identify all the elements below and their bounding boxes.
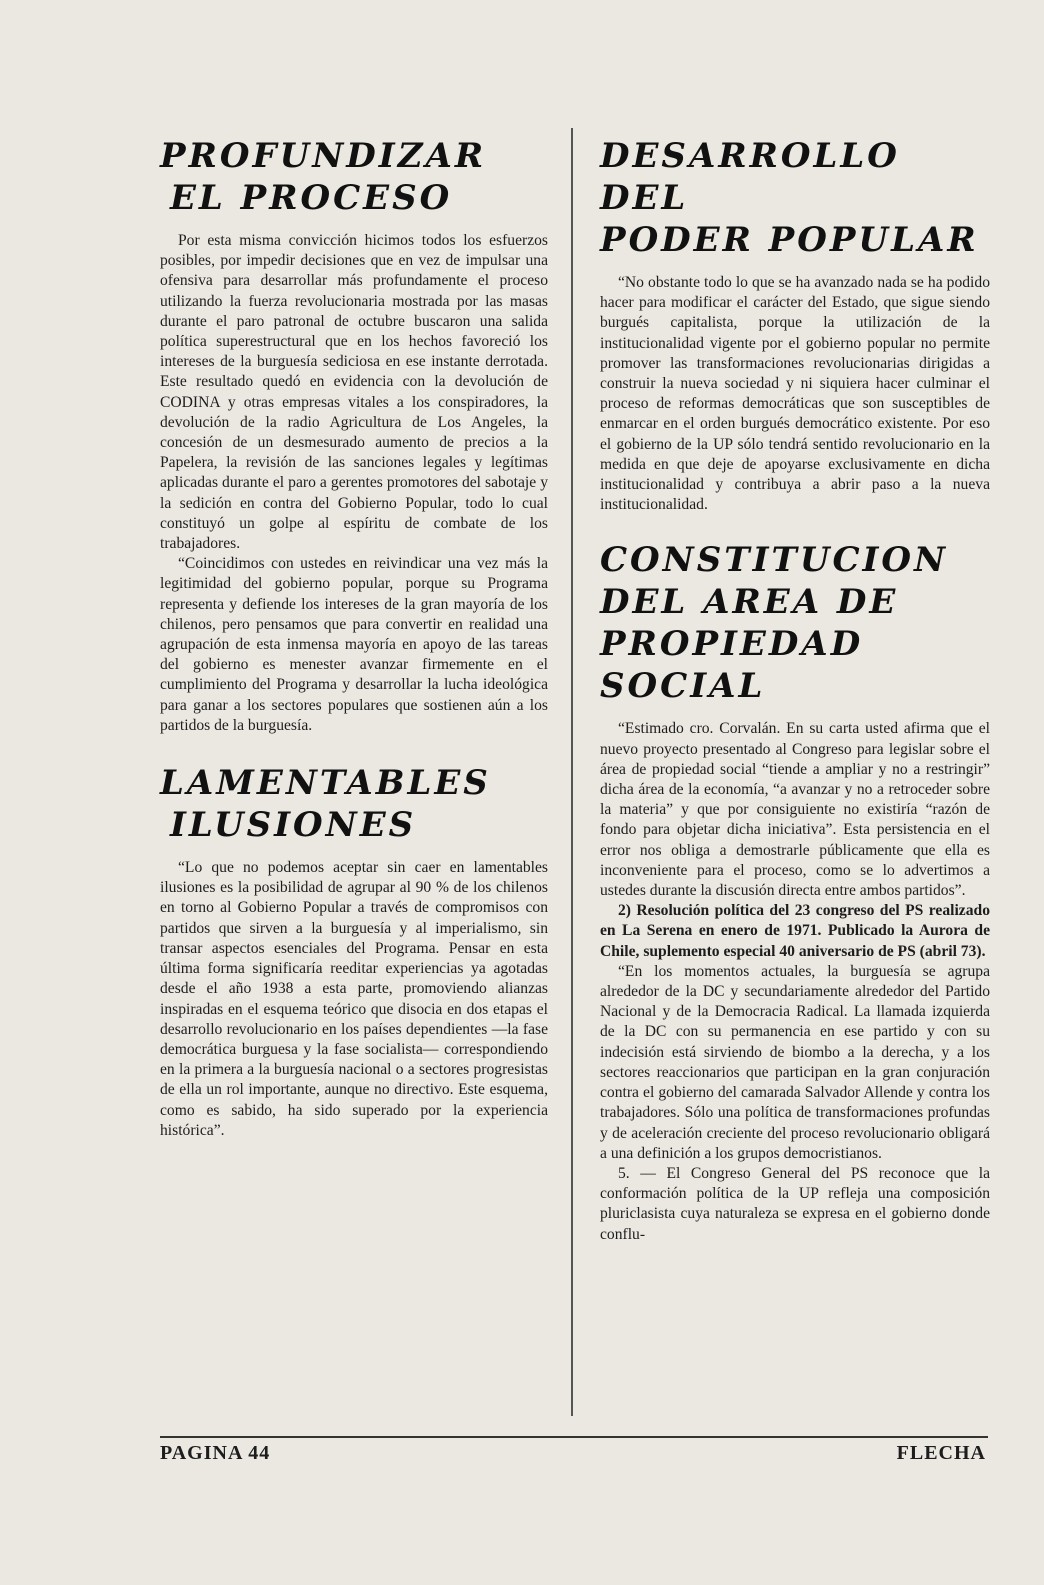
paragraph: “Estimado cro. Corvalán. En su carta usted afirma que el nuevo proyecto presentado al Congreso para legislar sobre el área de propiedad social “tiende a ampliar y no a restringir” dicha área de la economía, “a avanzar y no a retroceder sobre la materia” y que por consiguiente no existiría “razón de fondo para objetar dicha iniciativa”. Esta persistencia en el error nos obliga a demostrarle públicamente que ella es inconveniente para el proceso, como se lo advertimos a ustedes durante la discusión directa entre ambos partidos”.: [600, 720, 990, 900]
footer-rule: [160, 1436, 988, 1438]
left-column: [160, 131, 548, 1141]
heading-line: EL PROCESO: [170, 178, 453, 218]
paragraph: “Coincidimos con ustedes en reivindicar una vez más la legitimidad del gobierno popular, porque su Programa representa y defiende los intereses de la gran mayoría de los chilenos, pero pensamos que para convertir en realidad una agrupación de esta inmensa mayoría en apoyo de las tareas del gobierno es menester avanzar firmemente en el cumplimiento del Programa y desarrollar la lucha ideológica para ganar a los sectores populares que sostienen aún a los partidos de la burguesía.: [160, 555, 548, 734]
magazine-name: FLECHA: [896, 1442, 986, 1464]
heading-lamentables: [160, 762, 548, 846]
heading-desarrollo: [600, 135, 990, 261]
column-divider: [571, 128, 573, 1416]
heading-line: ILUSIONES: [170, 805, 417, 846]
paragraph: “En los momentos actuales, la burguesía se agrupa alrededor de la DC y secundariamente alrededor del Partido Nacional y de la Democracia Radical. La llamada izquierda de la DC con su permanencia en ese partido y con su indecisión está sirviendo de biombo a la derecha, y a los sectores reaccionarios que participan en la gran conjuración contra el gobierno del camarada Salvador Allende y contra los trabajadores. Sólo una política de transformaciones profundas y de aceleración creciente del proceso revolucionario obligará a una definición a los grupos democristianos.: [600, 962, 990, 1162]
heading-line: PODER POPULAR: [600, 220, 979, 260]
paragraph: 5. — El Congreso General del PS reconoce que la conformación política de la UP refleja una composición pluriclasista cuya naturaleza se expresa en el gobierno donde conflu-: [600, 1164, 990, 1243]
heading-constitucion: [600, 539, 990, 707]
heading-profundizar: [160, 135, 548, 219]
heading-line: PROPIEDAD: [600, 624, 864, 665]
heading-line: CONSTITUCION: [600, 540, 949, 581]
heading-line: DESARROLLO DEL: [600, 136, 900, 218]
heading-line: DEL AREA DE: [600, 582, 899, 623]
heading-line: SOCIAL: [600, 666, 766, 707]
citation-paragraph: 2) Resolución política del 23 congreso del PS realizado en La Serena en enero de 1971. Publicado la Aurora de Chile, suplemento especial 40 aniversario de PS (abril 73).: [600, 902, 990, 960]
right-column: [600, 131, 990, 1245]
paragraph: “No obstante todo lo que se ha avanzado nada se ha podido hacer para modificar el carácter del Estado, que sigue siendo burgués capitalista, porque la utilización de la institucionalidad vigente por el gobierno popular no permite promover las transformaciones revolucionarias dirigidas a construir la nueva sociedad y ni siquiera hacer culminar el proceso de reformas democráticas que son susceptibles de enmarcar en el orden burgués democrático existente. Por eso el gobierno de la UP sólo tendrá sentido revolucionario en la medida en que deje de apoyarse exclusivamente en dicha institucionalidad y contribuya a abrir paso a la nueva institucionalidad.: [600, 274, 990, 514]
heading-line: LAMENTABLES: [160, 763, 491, 804]
page-number: PAGINA 44: [160, 1442, 271, 1464]
paragraph: “Lo que no podemos aceptar sin caer en lamentables ilusiones es la posibilidad de agrupar al 90 % de los chilenos en torno al Gobierno Popular a través de compromisos con partidos que sirven a la burguesía y al imperialismo, sin transar aspectos esenciales del Programa. Pensar en esta última forma significaría reeditar experiencias ya agotadas desde el año 1938 a esta parte, promoviendo alianzas inspiradas en el esquema teórico que disocia en dos etapas el desarrollo revolucionario en los países dependientes —la fase democrática burguesa y la fase socialista— correspondiendo en la primera a la burguesía nacional o a sectores progresistas de ella un rol importante, aunque no directivo. Este esquema, como es sabido, ha sido superado por la experiencia histórica”.: [160, 859, 548, 1139]
paragraph: Por esta misma convicción hicimos todos los esfuerzos posibles, por impedir decisiones que en vez de impulsar una ofensiva para desarrollar más profundamente el proceso utilizando la fuerza revolucionaria mostrada por las masas durante el paro patronal de octubre buscaron una salida política superestructural que en los hechos favoreció los intereses de la burguesía sediciosa en ese instante derrotada. Este resultado quedó en evidencia con la devolución de CODINA y otras empresas vitales a los conspiradores, la devolución de la radio Agricultura de Los Angeles, la concesión de un desmesurado aumento de precios a la Papelera, la revisión de las sanciones legales y legítimas aplicadas durante el paro a gerentes promotores del sabotaje y la sedición en contra del Gobierno Popular, todo lo cual constituyó un golpe al espíritu de combate de los trabajadores.: [160, 232, 548, 553]
heading-line: PROFUNDIZAR: [160, 136, 487, 176]
